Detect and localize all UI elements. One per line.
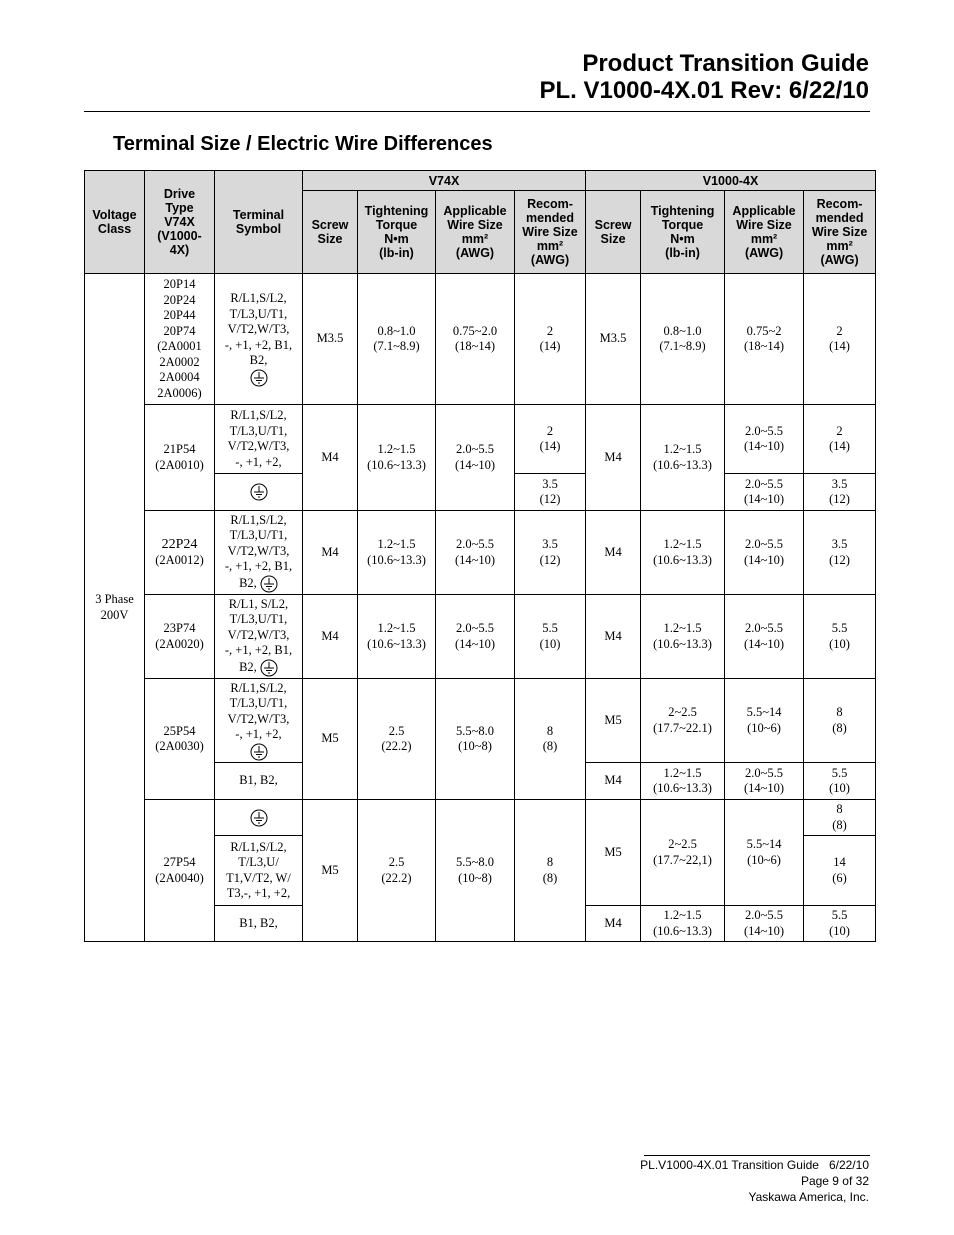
v1000-recommended-cell: 8 (8) <box>804 800 876 836</box>
terminal-wire-table <box>84 170 876 942</box>
v74x-applicable-cell: 5.5~8.0 (10~8) <box>436 679 515 800</box>
header-divider <box>84 111 870 112</box>
v74x-screw-cell: M5 <box>303 679 358 800</box>
group-v74x: V74X <box>303 171 586 191</box>
terminal-symbol-cell: R/L1,S/L2, T/L3,U/T1, V/T2,W/T3, -, +1, +2, <box>215 679 303 763</box>
v1000-torque-cell: 1.2~1.5 (10.6~13.3) <box>641 906 725 942</box>
v74x-recommended-cell: 2 (14) <box>515 405 586 474</box>
v1000-screw-cell: M4 <box>586 595 641 679</box>
v74x-recommended-cell: 8 (8) <box>515 800 586 942</box>
v74x-screw-cell: M4 <box>303 511 358 595</box>
col-v74x-applicable: Applicable Wire Size mm² (AWG) <box>436 191 515 274</box>
v1000-screw-cell: M4 <box>586 511 641 595</box>
v1000-torque-cell: 2~2.5 (17.7~22.1) <box>641 679 725 763</box>
table-row <box>85 405 876 474</box>
footer-company: Yaskawa America, Inc. <box>748 1190 869 1204</box>
ground-icon <box>260 659 278 677</box>
footer-page-number: Page 9 of 32 <box>800 1174 869 1188</box>
page-header <box>539 50 869 104</box>
table-row <box>85 679 876 763</box>
v1000-applicable-cell: 2.0~5.5 (14~10) <box>725 511 804 595</box>
v1000-recommended-cell: 3.5 (12) <box>804 474 876 511</box>
v1000-recommended-cell: 5.5 (10) <box>804 595 876 679</box>
drive-type-cell: 21P54 (2A0010) <box>145 405 215 511</box>
terminal-symbol-cell: R/L1,S/L2, T/L3,U/T1, V/T2,W/T3, -, +1, +2, <box>215 405 303 474</box>
terminal-symbol-cell: R/L1,S/L2, T/L3,U/T1, V/T2,W/T3, -, +1, +2, B1, B2, <box>215 274 303 405</box>
footer-divider <box>644 1155 870 1156</box>
drive-type-cell: 23P74 (2A0020) <box>145 595 215 679</box>
v1000-recommended-cell: 5.5 (10) <box>804 906 876 942</box>
v74x-applicable-cell: 5.5~8.0 (10~8) <box>436 800 515 942</box>
col-v74x-screw: Screw Size <box>303 191 358 274</box>
v74x-recommended-cell: 3.5 (12) <box>515 511 586 595</box>
v1000-recommended-cell: 2 (14) <box>804 405 876 474</box>
v1000-applicable-cell: 2.0~5.5 (14~10) <box>725 906 804 942</box>
drive-type-cell: 27P54 (2A0040) <box>145 800 215 942</box>
col-voltage-class: Voltage Class <box>85 171 145 274</box>
v74x-recommended-cell: 2 (14) <box>515 274 586 405</box>
v1000-torque-cell: 0.8~1.0 (7.1~8.9) <box>641 274 725 405</box>
drive-type-cell: 25P54 (2A0030) <box>145 679 215 800</box>
v74x-applicable-cell: 2.0~5.5 (14~10) <box>436 405 515 511</box>
v74x-applicable-cell: 0.75~2.0 (18~14) <box>436 274 515 405</box>
ground-icon <box>260 575 278 593</box>
col-terminal-symbol: Terminal Symbol <box>215 171 303 274</box>
v1000-applicable-cell: 2.0~5.5 (14~10) <box>725 405 804 474</box>
terminal-symbol-cell: B1, B2, <box>215 906 303 942</box>
v74x-recommended-cell: 5.5 (10) <box>515 595 586 679</box>
v1000-screw-cell: M5 <box>586 800 641 906</box>
v74x-torque-cell: 1.2~1.5 (10.6~13.3) <box>358 595 436 679</box>
page-footer <box>640 1157 869 1205</box>
v1000-torque-cell: 1.2~1.5 (10.6~13.3) <box>641 763 725 800</box>
v1000-recommended-cell: 5.5 (10) <box>804 763 876 800</box>
v1000-applicable-cell: 5.5~14 (10~6) <box>725 800 804 906</box>
ground-icon <box>250 809 268 827</box>
v1000-screw-cell: M4 <box>586 906 641 942</box>
v1000-applicable-cell: 0.75~2 (18~14) <box>725 274 804 405</box>
header-title: Product Transition Guide <box>582 50 869 77</box>
v1000-recommended-cell: 14 (6) <box>804 836 876 906</box>
table-row <box>85 274 876 405</box>
terminal-symbol-cell: B1, B2, <box>215 763 303 800</box>
v1000-screw-cell: M5 <box>586 679 641 763</box>
ground-icon <box>250 743 268 761</box>
col-v1000-recommended: Recom- mended Wire Size mm² (AWG) <box>804 191 876 274</box>
drive-type-cell: 20P14 20P24 20P44 20P74 (2A0001 2A0002 2A0004 2A0006) <box>145 274 215 405</box>
v1000-screw-cell: M3.5 <box>586 274 641 405</box>
v74x-screw-cell: M4 <box>303 405 358 511</box>
terminal-symbol-cell <box>215 800 303 836</box>
v1000-recommended-cell: 3.5 (12) <box>804 511 876 595</box>
table-row <box>85 800 876 836</box>
col-v1000-screw: Screw Size <box>586 191 641 274</box>
v74x-recommended-cell: 8 (8) <box>515 679 586 800</box>
terminal-symbol-cell: R/L1,S/L2, T/L3,U/ T1,V/T2, W/ T3,-, +1, +2, <box>215 836 303 906</box>
footer-doc-line: PL.V1000-4X.01 Transition Guide 6/22/10 <box>640 1158 869 1172</box>
terminal-symbol-cell: R/L1, S/L2, T/L3,U/T1, V/T2,W/T3, -, +1, +2, B1, B2, <box>215 595 303 679</box>
v74x-torque-cell: 0.8~1.0 (7.1~8.9) <box>358 274 436 405</box>
v1000-screw-cell: M4 <box>586 405 641 511</box>
voltage-class-cell: 3 Phase 200V <box>85 274 145 942</box>
v1000-torque-cell: 2~2.5 (17.7~22,1) <box>641 800 725 906</box>
v1000-screw-cell: M4 <box>586 763 641 800</box>
v1000-applicable-cell: 2.0~5.5 (14~10) <box>725 763 804 800</box>
table-row <box>85 595 876 679</box>
section-title: Terminal Size / Electric Wire Differences <box>113 133 493 155</box>
col-drive-type: Drive Type V74X (V1000- 4X) <box>145 171 215 274</box>
v1000-applicable-cell: 2.0~5.5 (14~10) <box>725 474 804 511</box>
v74x-torque-cell: 2.5 (22.2) <box>358 800 436 942</box>
v74x-screw-cell: M4 <box>303 595 358 679</box>
v1000-recommended-cell: 8 (8) <box>804 679 876 763</box>
col-v74x-torque: Tightening Torque N•m (lb-in) <box>358 191 436 274</box>
ground-icon <box>250 369 268 387</box>
v1000-torque-cell: 1.2~1.5 (10.6~13.3) <box>641 405 725 511</box>
v74x-torque-cell: 1.2~1.5 (10.6~13.3) <box>358 511 436 595</box>
v74x-screw-cell: M3.5 <box>303 274 358 405</box>
group-v1000: V1000-4X <box>586 171 876 191</box>
col-v74x-recommended: Recom- mended Wire Size mm² (AWG) <box>515 191 586 274</box>
ground-icon <box>250 483 268 501</box>
v1000-applicable-cell: 2.0~5.5 (14~10) <box>725 595 804 679</box>
v74x-applicable-cell: 2.0~5.5 (14~10) <box>436 511 515 595</box>
terminal-symbol-cell <box>215 474 303 511</box>
v1000-applicable-cell: 5.5~14 (10~6) <box>725 679 804 763</box>
v1000-torque-cell: 1.2~1.5 (10.6~13.3) <box>641 595 725 679</box>
col-v1000-applicable: Applicable Wire Size mm² (AWG) <box>725 191 804 274</box>
v1000-torque-cell: 1.2~1.5 (10.6~13.3) <box>641 511 725 595</box>
v74x-torque-cell: 1.2~1.5 (10.6~13.3) <box>358 405 436 511</box>
header-doc-rev: PL. V1000-4X.01 Rev: 6/22/10 <box>539 77 869 104</box>
terminal-symbol-cell: R/L1,S/L2, T/L3,U/T1, V/T2,W/T3, -, +1, +2, B1, B2, <box>215 511 303 595</box>
v74x-applicable-cell: 2.0~5.5 (14~10) <box>436 595 515 679</box>
v1000-recommended-cell: 2 (14) <box>804 274 876 405</box>
col-v1000-torque: Tightening Torque N•m (lb-in) <box>641 191 725 274</box>
v74x-torque-cell: 2.5 (22.2) <box>358 679 436 800</box>
v74x-screw-cell: M5 <box>303 800 358 942</box>
table-row <box>85 511 876 595</box>
v74x-recommended-cell: 3.5 (12) <box>515 474 586 511</box>
drive-type-cell: 22P24 (2A0012) <box>145 511 215 595</box>
